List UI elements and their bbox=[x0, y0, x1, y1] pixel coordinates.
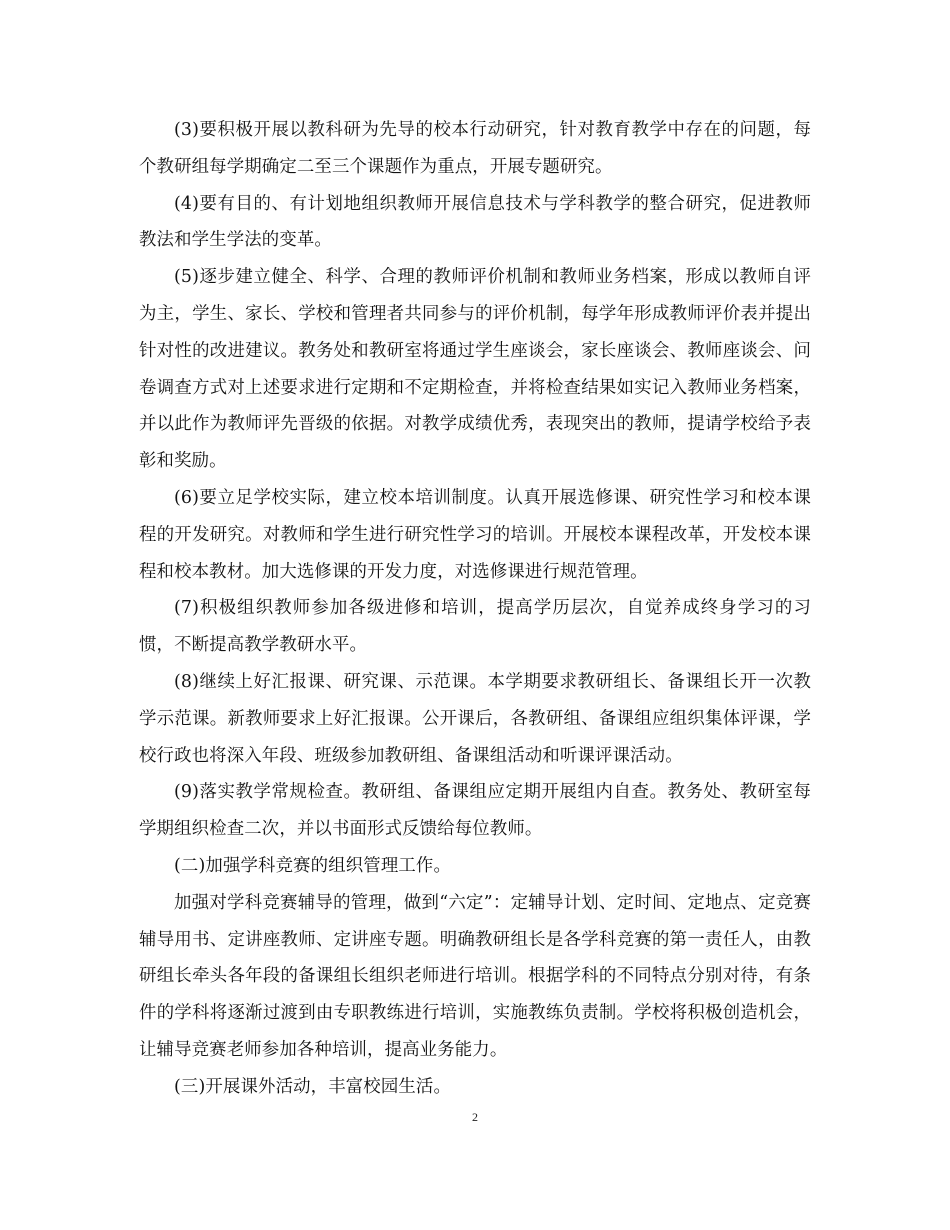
document-body bbox=[139, 112, 811, 1106]
paragraph-competition-management: 加强对学科竞赛辅导的管理，做到“六定”：定辅导计划、定时间、定地点、定竞赛辅导用书、定讲座教师、定讲座专题。明确教研组长是各学科竞赛的第一责任人，由教研组长牵头各年段的备课组长组织老师进行培训。根据学科的不同特点分别对待，有条件的学科将逐渐过渡到由专职教练进行培训，实施教练负责制。学校将积极创造机会，让辅导竞赛老师参加各种培训，提高业务能力。 bbox=[139, 892, 811, 1060]
paragraph-item-8: (8)继续上好汇报课、研究课、示范课。本学期要求教研组长、备课组长开一次教学示范课。新教师要求上好汇报课。公开课后，各教研组、备课组应组织集体评课，学校行政也将深入年段、班级参加教研组、备课组活动和听课评课活动。 bbox=[139, 671, 811, 766]
paragraph-item-5: (5)逐步建立健全、科学、合理的教师评价机制和教师业务档案，形成以教师自评为主，学生、家长、学校和管理者共同参与的评价机制，每学年形成教师评价表并提出针对性的改进建议。教务处和教研室将通过学生座谈会，家长座谈会、教师座谈会、问卷调查方式对上述要求进行定期和不定期检查，并将检查结果如实记入教师业务档案，并以此作为教师评先晋级的依据。对教学成绩优秀，表现突出的教师，提请学校给予表彰和奖励。 bbox=[139, 267, 811, 472]
page-number: 2 bbox=[472, 1110, 478, 1124]
paragraph-item-6: (6)要立足学校实际，建立校本培训制度。认真开展选修课、研究性学习和校本课程的开发研究。对教师和学生进行研究性学习的培训。开展校本课程改革，开发校本课程和校本教材。加大选修课的开发力度，对选修课进行规范管理。 bbox=[139, 487, 811, 582]
paragraph-item-7: (7)积极组织教师参加各级进修和培训，提高学历层次，自觉养成终身学习的习惯，不断提高教学教研水平。 bbox=[139, 598, 811, 656]
paragraph-item-3: (3)要积极开展以教科研为先导的校本行动研究，针对教育教学中存在的问题，每个教研组每学期确定二至三个课题作为重点，开展专题研究。 bbox=[139, 120, 811, 177]
section-heading-competitions: (二)加强学科竞赛的组织管理工作。 bbox=[174, 855, 451, 876]
paragraph-item-4: (4)要有目的、有计划地组织教师开展信息技术与学科教学的整合研究，促进教师教法和学生学法的变革。 bbox=[139, 193, 811, 251]
paragraph-item-9: (9)落实教学常规检查。教研组、备课组应定期开展组内自查。教务处、教研室每学期组织检查二次，并以书面形式反馈给每位教师。 bbox=[139, 782, 811, 840]
section-heading-activities: (三)开展课外活动，丰富校园生活。 bbox=[174, 1076, 451, 1097]
